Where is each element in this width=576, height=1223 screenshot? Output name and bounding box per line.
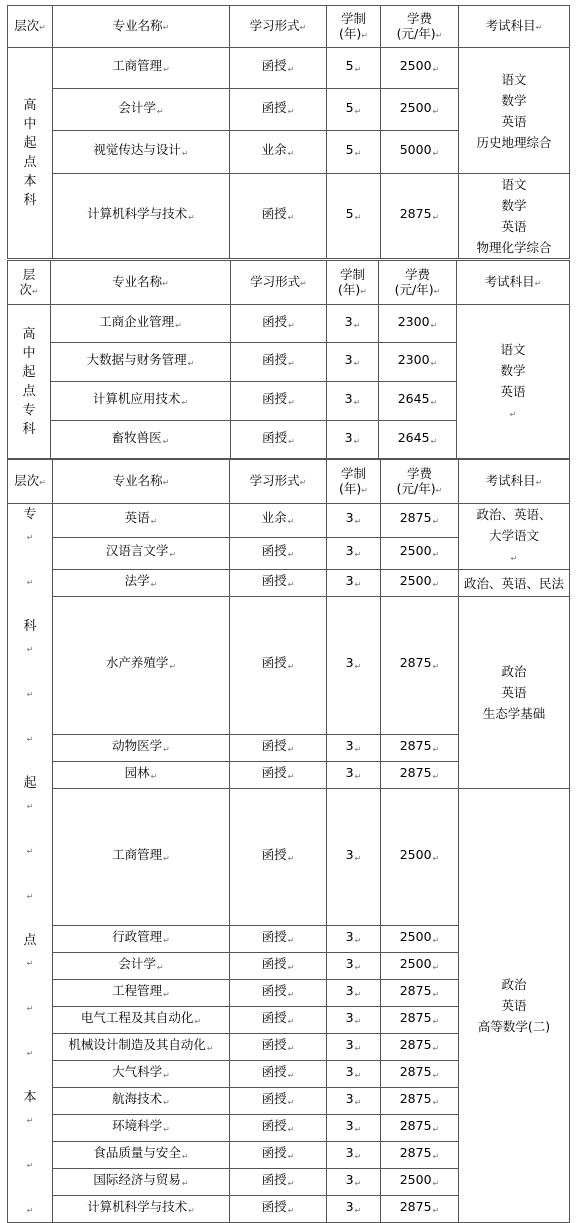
mode-cell: 业余 ↵ — [230, 131, 327, 174]
fee-cell: 2500 ↵ — [381, 89, 459, 131]
header-row — [8, 6, 570, 48]
years-cell: 3 ↵ — [327, 537, 381, 569]
mode-cell: 函授 ↵ — [231, 382, 327, 421]
mode-cell: 函授 ↵ — [230, 788, 327, 926]
major-cell: 行政管理 ↵ — [53, 926, 230, 953]
major-cell: 工商管理 ↵ — [53, 788, 230, 926]
level-cell: 高 中 起 点 本 科 — [8, 48, 53, 259]
mode-cell: 函授 ↵ — [231, 421, 327, 459]
mode-cell: 函授 ↵ — [231, 343, 327, 382]
major-cell: 大数据与财务管理 ↵ — [51, 343, 231, 382]
major-cell: 航海技术 ↵ — [53, 1088, 230, 1115]
mode-cell: 函授 ↵ — [230, 1115, 327, 1142]
fee-cell: 2875 ↵ — [381, 761, 459, 788]
header-mode: 学习形式 ↵ — [230, 460, 327, 504]
table-row — [8, 48, 570, 89]
fee-cell: 2875 ↵ — [381, 980, 459, 1007]
header-level: 层次 ↵ — [8, 6, 53, 48]
exam-cell: 政治 英语 高等数学(二) — [459, 788, 570, 1223]
header-level: 层 次 ↵ — [8, 261, 51, 305]
years-cell: 3 ↵ — [327, 305, 379, 343]
exam-cell: 政治 英语 生态学基础 — [459, 597, 570, 789]
years-cell: 3 ↵ — [327, 1142, 381, 1169]
major-cell: 电气工程及其自动化 ↵ — [53, 1007, 230, 1034]
fee-cell: 2875 ↵ — [381, 1061, 459, 1088]
mode-cell: 函授 ↵ — [230, 761, 327, 788]
table-upgrade-bachelor — [7, 5, 569, 259]
years-cell: 3 ↵ — [327, 1169, 381, 1196]
level-cell: 高 中 起 点 专 科 — [8, 305, 51, 459]
header-major: 专业名称 ↵ — [51, 261, 231, 305]
years-cell: 3 ↵ — [327, 597, 381, 735]
mode-cell: 函授 ↵ — [230, 1034, 327, 1061]
major-cell: 计算机科学与技术 ↵ — [53, 174, 230, 259]
fee-cell: 2875 ↵ — [381, 1196, 459, 1223]
years-cell: 3 ↵ — [327, 570, 381, 597]
mode-cell: 函授 ↵ — [230, 926, 327, 953]
major-cell: 计算机应用技术 ↵ — [51, 382, 231, 421]
mode-cell: 函授 ↵ — [230, 48, 327, 89]
years-cell: 3 ↵ — [327, 980, 381, 1007]
header-fee: 学费 (元/年) ↵ — [381, 6, 459, 48]
table-row — [8, 504, 570, 538]
major-cell: 水产养殖学 ↵ — [53, 597, 230, 735]
major-cell: 工程管理 ↵ — [53, 980, 230, 1007]
mode-cell: 函授 ↵ — [230, 980, 327, 1007]
mode-cell: 函授 ↵ — [230, 1196, 327, 1223]
header-mode: 学习形式 ↵ — [230, 6, 327, 48]
fee-cell: 2875 ↵ — [381, 1034, 459, 1061]
years-cell: 3 ↵ — [327, 343, 379, 382]
header-exam: 考试科目 ↵ — [459, 6, 570, 48]
major-cell: 畜牧兽医 ↵ — [51, 421, 231, 459]
years-cell: 3 ↵ — [327, 1088, 381, 1115]
years-cell: 3 ↵ — [327, 761, 381, 788]
mode-cell: 业余 ↵ — [230, 504, 327, 538]
major-cell: 食品质量与安全 ↵ — [53, 1142, 230, 1169]
fee-cell: 2875 ↵ — [381, 1088, 459, 1115]
mode-cell: 函授 ↵ — [230, 1007, 327, 1034]
years-cell: 5 ↵ — [327, 174, 381, 259]
fee-cell: 2875 ↵ — [381, 597, 459, 735]
mode-cell: 函授 ↵ — [230, 734, 327, 761]
fee-cell: 2500 ↵ — [381, 570, 459, 597]
fee-cell: 2500 ↵ — [381, 1169, 459, 1196]
years-cell: 3 ↵ — [327, 953, 381, 980]
mode-cell: 函授 ↵ — [231, 305, 327, 343]
fee-cell: 2500 ↵ — [381, 953, 459, 980]
major-cell: 机械设计制造及其自动化 ↵ — [53, 1034, 230, 1061]
header-major: 专业名称 ↵ — [53, 460, 230, 504]
fee-cell: 2875 ↵ — [381, 1007, 459, 1034]
years-cell: 3 ↵ — [327, 1034, 381, 1061]
years-cell: 5 ↵ — [327, 48, 381, 89]
fee-cell: 5000 ↵ — [381, 131, 459, 174]
years-cell: 5 ↵ — [327, 89, 381, 131]
header-duration: 学制 (年) ↵ — [327, 460, 381, 504]
major-cell: 工商企业管理 ↵ — [51, 305, 231, 343]
years-cell: 5 ↵ — [327, 131, 381, 174]
years-cell: 3 ↵ — [327, 734, 381, 761]
header-exam: 考试科目 ↵ — [457, 261, 570, 305]
header-major: 专业名称 ↵ — [53, 6, 230, 48]
fee-cell: 2500 ↵ — [381, 537, 459, 569]
table-row — [8, 570, 570, 597]
years-cell: 3 ↵ — [327, 1196, 381, 1223]
years-cell: 3 ↵ — [327, 788, 381, 926]
major-cell: 法学 ↵ — [53, 570, 230, 597]
major-cell: 动物医学 ↵ — [53, 734, 230, 761]
fee-cell: 2645 ↵ — [379, 421, 457, 459]
fee-cell: 2875 ↵ — [381, 734, 459, 761]
fee-cell: 2645 ↵ — [379, 382, 457, 421]
mode-cell: 函授 ↵ — [230, 1169, 327, 1196]
fee-cell: 2875 ↵ — [381, 504, 459, 538]
header-mode: 学习形式 ↵ — [231, 261, 327, 305]
major-cell: 工商管理 ↵ — [53, 48, 230, 89]
mode-cell: 函授 ↵ — [230, 597, 327, 735]
fee-cell: 2300 ↵ — [379, 343, 457, 382]
exam-cell: 语文 数学 英语 历史地理综合 — [459, 48, 570, 174]
level-cell: 专 ↵ ↵ 科 ↵ ↵ ↵ 起 ↵ ↵ ↵ 点 ↵ ↵ ↵ 本 ↵ ↵ ↵ — [8, 504, 53, 1223]
table-row — [8, 305, 570, 343]
header-duration: 学制 (年) ↵ — [327, 6, 381, 48]
fee-cell: 2500 ↵ — [381, 788, 459, 926]
header-row — [8, 460, 570, 504]
fee-cell: 2300 ↵ — [379, 305, 457, 343]
years-cell: 3 ↵ — [327, 382, 379, 421]
header-duration: 学制 (年) ↵ — [327, 261, 379, 305]
major-cell: 汉语言文学 ↵ — [53, 537, 230, 569]
years-cell: 3 ↵ — [327, 504, 381, 538]
mode-cell: 函授 ↵ — [230, 1088, 327, 1115]
major-cell: 环境科学 ↵ — [53, 1115, 230, 1142]
years-cell: 3 ↵ — [327, 1061, 381, 1088]
exam-cell: 政治、英语、 大学语文 ↵ — [459, 504, 570, 570]
mode-cell: 函授 ↵ — [230, 1061, 327, 1088]
header-level: 层次 ↵ — [8, 460, 53, 504]
fee-cell: 2875 ↵ — [381, 1115, 459, 1142]
years-cell: 3 ↵ — [327, 1115, 381, 1142]
major-cell: 国际经济与贸易 ↵ — [53, 1169, 230, 1196]
major-cell: 英语 ↵ — [53, 504, 230, 538]
fee-cell: 2875 ↵ — [381, 174, 459, 259]
header-fee: 学费 (元/年) ↵ — [381, 460, 459, 504]
major-cell: 园林 ↵ — [53, 761, 230, 788]
header-exam: 考试科目 ↵ — [459, 460, 570, 504]
table-associate-to-bachelor — [7, 459, 569, 1223]
fee-cell: 2500 ↵ — [381, 926, 459, 953]
mode-cell: 函授 ↵ — [230, 570, 327, 597]
major-cell: 视觉传达与设计 ↵ — [53, 131, 230, 174]
table-row — [8, 174, 570, 259]
major-cell: 会计学 ↵ — [53, 953, 230, 980]
header-row — [8, 261, 570, 305]
table-upgrade-associate — [7, 260, 569, 459]
major-cell: 计算机科学与技术 ↵ — [53, 1196, 230, 1223]
mode-cell: 函授 ↵ — [230, 174, 327, 259]
fee-cell: 2875 ↵ — [381, 1142, 459, 1169]
mode-cell: 函授 ↵ — [230, 89, 327, 131]
mode-cell: 函授 ↵ — [230, 953, 327, 980]
years-cell: 3 ↵ — [327, 1007, 381, 1034]
table-row — [8, 788, 570, 926]
fee-cell: 2500 ↵ — [381, 48, 459, 89]
exam-cell: 政治、英语、民法 — [459, 570, 570, 597]
major-cell: 会计学 ↵ — [53, 89, 230, 131]
exam-cell: 语文 数学 英语 物理化学综合 — [459, 174, 570, 259]
years-cell: 3 ↵ — [327, 421, 379, 459]
table-row — [8, 597, 570, 735]
header-fee: 学费 (元/年) ↵ — [379, 261, 457, 305]
mode-cell: 函授 ↵ — [230, 537, 327, 569]
major-cell: 大气科学 ↵ — [53, 1061, 230, 1088]
mode-cell: 函授 ↵ — [230, 1142, 327, 1169]
exam-cell: 语文 数学 英语 ↵ — [457, 305, 570, 459]
years-cell: 3 ↵ — [327, 926, 381, 953]
